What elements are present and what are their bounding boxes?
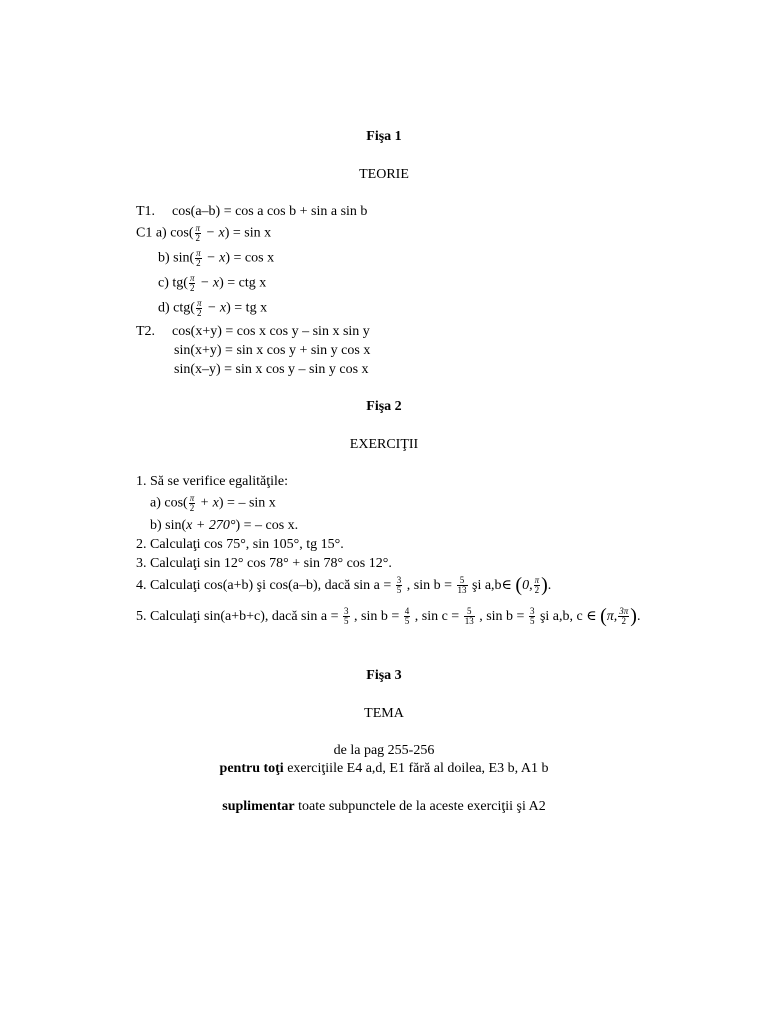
- c1b-prefix: b) sin(: [158, 250, 195, 266]
- tema-extra-label: suplimentar: [222, 799, 295, 814]
- ex5-text-1: 5. Calculaţi sin(a+b+c), dacă sin a =: [136, 609, 343, 624]
- c1c-prefix: c) tg(: [158, 275, 188, 291]
- ex4-text-3: şi a,b∈: [468, 578, 516, 593]
- c1-b-line: [158, 249, 274, 268]
- ex5-text-3: , sin c =: [411, 609, 463, 624]
- ex4-text-4: .: [547, 578, 552, 593]
- right-paren: ): [541, 574, 548, 596]
- tema-required-text: exerciţiile E4 a,d, E1 fără al doilea, E3 b, A1 b: [283, 761, 549, 776]
- ex1a-suffix: ) = – sin x: [218, 495, 276, 511]
- fisa1-title: Fişa 1: [366, 129, 402, 144]
- ex1b-suffix: ) = – cos x.: [235, 518, 299, 533]
- ex4-interval-start: 0,: [522, 578, 533, 593]
- exercise-4: [136, 576, 551, 595]
- fisa2-subtitle: EXERCIŢII: [349, 437, 419, 452]
- c1d-suffix: ) = tg x: [226, 300, 268, 316]
- pi-over-2-fraction: $\frac{\pi}{2}$: [189, 493, 195, 513]
- exercise-1a: [150, 494, 276, 513]
- c1b-suffix: ) = cos x: [225, 250, 275, 266]
- fisa3-subtitle: TEMA: [364, 706, 404, 721]
- ex1a-prefix: a) cos(: [150, 495, 188, 511]
- t1-label: T1.: [136, 204, 156, 219]
- c1c-suffix: ) = ctg x: [219, 275, 267, 291]
- c1a-prefix: a) cos(: [155, 225, 194, 241]
- c1-label: C1: [136, 225, 153, 241]
- pi-over-2-fraction: $\frac{\pi}{2}$: [195, 223, 201, 243]
- t1-formula: cos(a–b) = cos a cos b + sin a sin b: [172, 204, 368, 219]
- fraction: $\frac{3}{5}$: [396, 575, 402, 596]
- exercise-3: 3. Calculaţi sin 12° cos 78° + sin 78° cos 12°.: [136, 556, 392, 571]
- fisa2-title: Fişa 2: [366, 399, 402, 414]
- fraction: $\frac{3}{5}$: [529, 606, 535, 627]
- ex1b-prefix: b) sin(: [150, 518, 187, 533]
- fraction: $\frac{5}{13}$: [457, 575, 467, 596]
- ex4-text-1: 4. Calculaţi cos(a+b) şi cos(a–b), dacă sin a =: [136, 578, 395, 593]
- left-paren: (: [600, 605, 607, 627]
- exercise-5: [136, 607, 640, 626]
- c1-d-line: [158, 299, 267, 318]
- t2-label: T2.: [136, 324, 156, 339]
- right-paren: ): [630, 605, 637, 627]
- pi-over-2-fraction: $\frac{\pi}{2}$: [534, 575, 540, 596]
- t2-formula-2: sin(x+y) = sin x cos y + sin y cos x: [174, 343, 371, 358]
- c1a-suffix: ) = sin x: [224, 225, 272, 241]
- exercise-1: 1. Să se verifice egalităţile:: [136, 474, 288, 489]
- pi-over-2-fraction: $\frac{\pi}{2}$: [196, 248, 201, 268]
- fisa1-subtitle: TEORIE: [359, 167, 409, 182]
- ex5-interval-start: π,: [606, 609, 618, 624]
- c1c-expr: − x: [196, 275, 220, 291]
- fraction: $\frac{4}{5}$: [404, 606, 410, 627]
- c1-c-line: [158, 274, 266, 293]
- c1d-expr: − x: [203, 300, 227, 316]
- t2-formula-1: cos(x+y) = cos x cos y – sin x sin y: [172, 324, 370, 339]
- c1a-expr: − x: [202, 225, 225, 241]
- ex5-text-2: , sin b =: [350, 609, 403, 624]
- ex5-text-5: şi a,b, c ∈: [536, 609, 601, 624]
- ex5-text-4: , sin b =: [475, 609, 528, 624]
- ex1a-expr: + x: [196, 495, 219, 511]
- three-pi-over-2-fraction: $\frac{3\pi}{2}$: [619, 606, 629, 627]
- exercise-2: 2. Calculaţi cos 75°, sin 105°, tg 15°.: [136, 537, 344, 552]
- fisa3-title: Fişa 3: [366, 668, 402, 683]
- tema-source: de la pag 255-256: [333, 743, 435, 758]
- fraction: $\frac{5}{13}$: [464, 606, 474, 627]
- tema-extra: [0, 798, 768, 816]
- tema-required-label: pentru toţi: [219, 761, 284, 776]
- c1b-expr: − x: [202, 250, 226, 266]
- ex5-text-6: .: [636, 609, 641, 624]
- tema-extra-text: toate subpunctele de la aceste exerciţii şi A2: [294, 799, 546, 814]
- c1d-prefix: d) ctg(: [158, 300, 195, 316]
- ex4-text-2: , sin b =: [403, 578, 456, 593]
- t2-formula-3: sin(x–y) = sin x cos y – sin y cos x: [174, 362, 369, 377]
- c1-a-line: [136, 224, 271, 243]
- ex1b-expr: x + 270°: [186, 518, 236, 533]
- pi-over-2-fraction: $\frac{\pi}{2}$: [189, 273, 195, 293]
- left-paren: (: [515, 574, 523, 596]
- exercise-1b: [150, 517, 298, 535]
- tema-required: [0, 760, 768, 778]
- fraction: $\frac{3}{5}$: [344, 606, 349, 627]
- pi-over-2-fraction: $\frac{\pi}{2}$: [196, 298, 202, 318]
